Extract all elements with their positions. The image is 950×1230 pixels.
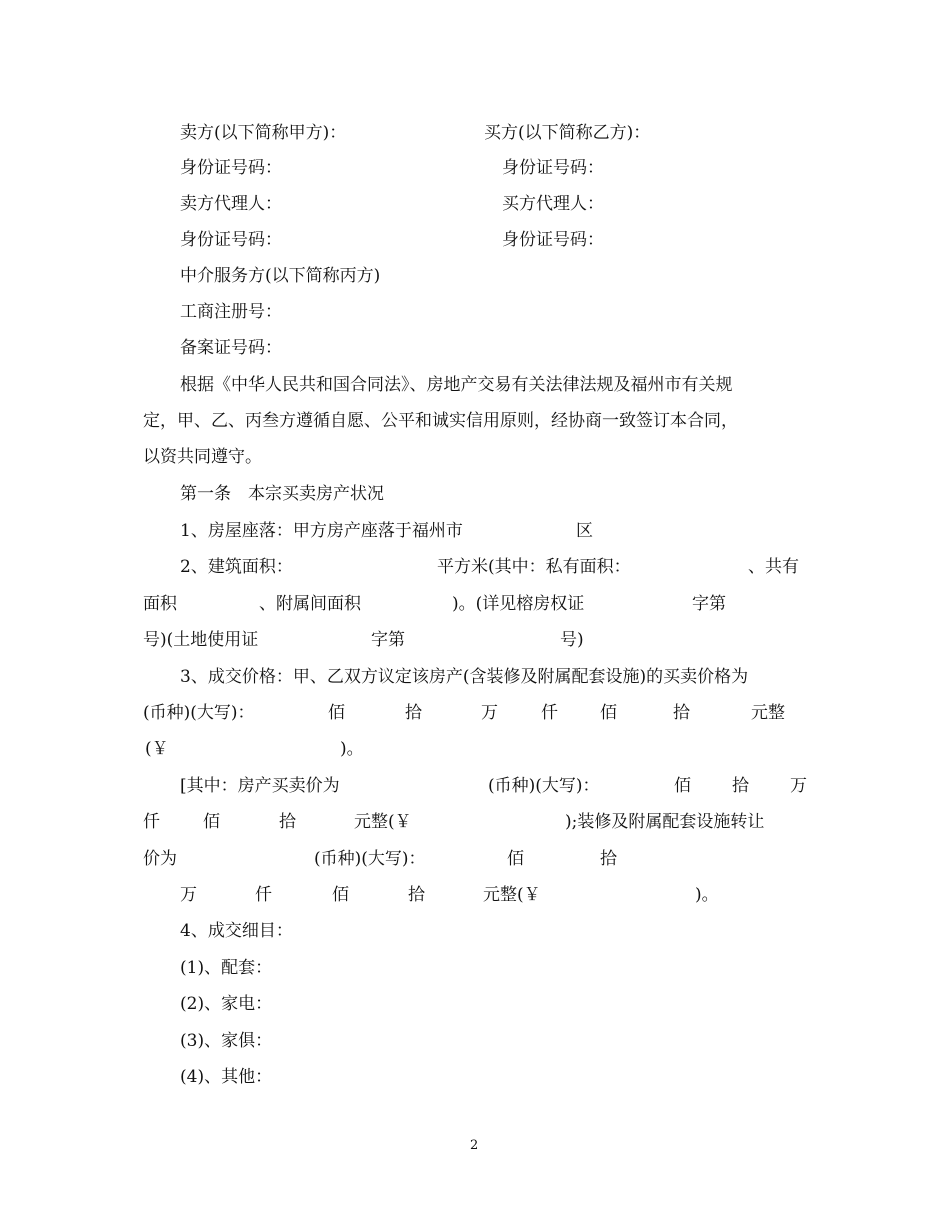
item-3-price-line: 3、成交价格：甲、乙双方议定该房产(含装修及附属配套设施)的买卖价格为 <box>180 667 749 687</box>
item-3-price-for: 价为 <box>143 849 177 869</box>
item-3-wan: 万 <box>481 703 498 723</box>
item-3-fitout-wan: 万 <box>180 885 197 905</box>
item-3-sub-yuanzheng: 元整(￥ <box>354 812 412 832</box>
item-3-sub-bai-1: 佰 <box>674 776 691 796</box>
item-2-hao: 号) <box>560 630 584 650</box>
buyer-agent-label: 买方代理人： <box>502 194 604 214</box>
item-4-2: (2)、家电： <box>180 994 273 1014</box>
item-3-shi-1: 拾 <box>405 703 422 723</box>
item-3-bai-1: 佰 <box>328 703 345 723</box>
item-3-fitout-bai-2: 佰 <box>332 885 349 905</box>
buyer-id-label: 身份证号码： <box>502 158 604 178</box>
buyer-label: 买方(以下简称乙方)： <box>484 123 651 143</box>
item-3-bai-2: 佰 <box>600 703 617 723</box>
item-3-fitout-close: )。 <box>695 885 719 905</box>
article-1-title: 第一条 本宗买卖房产状况 <box>180 484 384 504</box>
item-3-sub-shi-2: 拾 <box>279 812 296 832</box>
page-number: 2 <box>470 1138 479 1153</box>
item-3-sub-wan-1: 万 <box>790 776 807 796</box>
buyer-agent-id-label: 身份证号码： <box>502 230 604 250</box>
item-2-sqm: 平方米(其中：私有面积： <box>437 557 631 577</box>
item-2-zidi-1: 字第 <box>692 594 726 614</box>
filing-no-label: 备案证号码： <box>180 338 282 358</box>
item-3-yen-open: (￥ <box>145 739 169 759</box>
item-3-yuanzheng: 元整 <box>751 703 785 723</box>
item-3-fitout-currency: (币种)(大写)： <box>314 849 426 869</box>
item-3-fitout-shi: 拾 <box>600 849 617 869</box>
item-3-close: )。 <box>340 739 364 759</box>
item-3-fitout-qian: 仟 <box>255 885 272 905</box>
seller-id-label: 身份证号码： <box>180 158 282 178</box>
item-1-district: 区 <box>576 521 593 541</box>
intermediary-label: 中介服务方(以下简称丙方) <box>180 266 381 286</box>
item-2-area-label: 2、建筑面积： <box>180 557 293 577</box>
preamble-line-2: 定，甲、乙、丙叁方遵循自愿、公平和诚实信用原则，经协商一致签订本合同， <box>143 411 738 431</box>
item-2-zidi-2: 字第 <box>371 630 405 650</box>
item-3-sub-qian-1: 仟 <box>143 812 160 832</box>
preamble-line-1: 根据《中华人民共和国合同法》、房地产交易有关法律法规及福州市有关规 <box>180 375 733 395</box>
item-4-3: (3)、家俱： <box>180 1031 273 1051</box>
item-3-qian: 仟 <box>541 703 558 723</box>
item-1-location: 1、房屋座落：甲方房产座落于福州市 <box>180 521 463 541</box>
seller-agent-id-label: 身份证号码： <box>180 230 282 250</box>
item-3-sub-fitout: );装修及附属配套设施转让 <box>565 812 765 832</box>
item-3-sub-price: [其中：房产买卖价为 <box>180 776 340 796</box>
item-4-1: (1)、配套： <box>180 958 273 978</box>
item-4-4: (4)、其他： <box>180 1067 273 1087</box>
item-3-currency: (币种)(大写)： <box>143 703 255 723</box>
item-2-area-word: 面积 <box>143 594 177 614</box>
item-3-fitout-shi-2: 拾 <box>408 885 425 905</box>
item-2-annex-area: 、附属间面积 <box>259 594 361 614</box>
seller-label: 卖方(以下简称甲方)： <box>180 123 347 143</box>
item-4-title: 4、成交细目： <box>180 921 293 941</box>
item-3-sub-bai-2: 佰 <box>203 812 220 832</box>
business-reg-label: 工商注册号： <box>180 302 282 322</box>
item-3-sub-shi-1: 拾 <box>732 776 749 796</box>
item-3-fitout-bai: 佰 <box>507 849 524 869</box>
item-3-fitout-yuanzheng: 元整(￥ <box>483 885 541 905</box>
item-2-shared: 、共有 <box>748 557 799 577</box>
item-2-certificate: )。(详见榕房权证 <box>452 594 585 614</box>
item-2-land-cert: 号)(土地使用证 <box>143 630 259 650</box>
item-3-sub-currency: (币种)(大写)： <box>488 776 600 796</box>
seller-agent-label: 卖方代理人： <box>180 194 282 214</box>
item-3-shi-2: 拾 <box>673 703 690 723</box>
preamble-line-3: 以资共同遵守。 <box>143 447 262 467</box>
